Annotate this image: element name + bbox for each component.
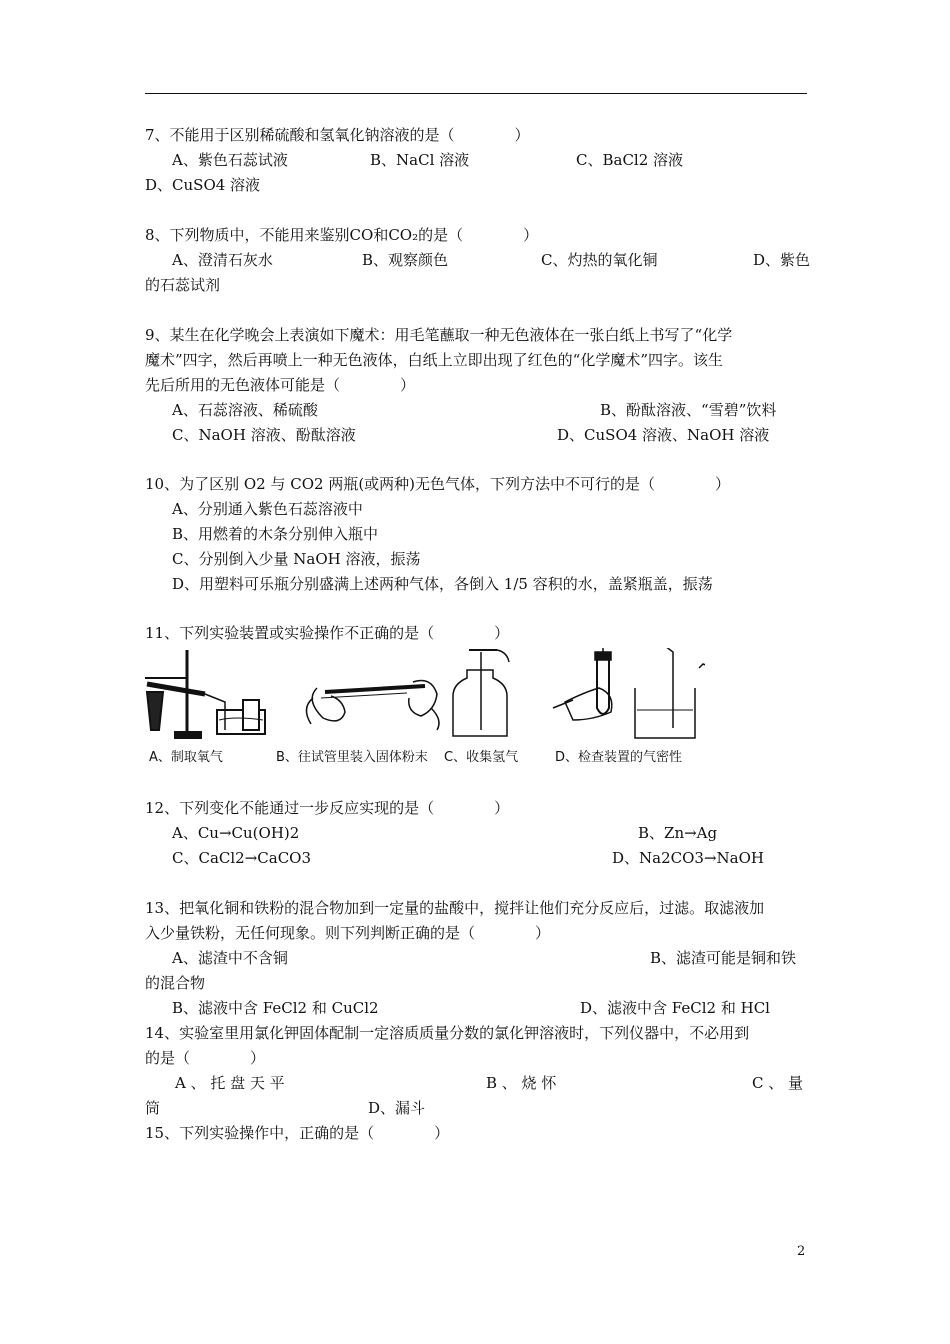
q8-option-a: A、澄清石灰水 bbox=[172, 251, 273, 269]
header-rule bbox=[145, 93, 807, 94]
q14-option-d: D、漏斗 bbox=[368, 1099, 426, 1117]
figure-caption-d: D、检查装置的气密性 bbox=[555, 750, 683, 765]
q12-option-d: D、Na2CO3→NaOH bbox=[612, 849, 764, 867]
page-number: 2 bbox=[797, 1244, 806, 1259]
q15-stem: 15、下列实验操作中，正确的是（ ） bbox=[145, 1124, 450, 1142]
apparatus-b-illustration bbox=[306, 681, 439, 731]
q9-option-a: A、石蕊溶液、稀硫酸 bbox=[172, 401, 318, 419]
q7-option-d: D、CuSO4 溶液 bbox=[145, 176, 261, 194]
lab-apparatus-figure bbox=[145, 648, 705, 740]
q13-option-d: D、滤液中含 FeCl2 和 HCl bbox=[580, 999, 770, 1017]
q8-option-b: B、观察颜色 bbox=[362, 251, 449, 269]
q9-option-c: C、NaOH 溶液、酚酞溶液 bbox=[172, 426, 356, 444]
figure-caption-b: B、往试管里装入固体粉末 bbox=[276, 750, 428, 765]
q13-stem-line2: 入少量铁粉，无任何现象。则下列判断正确的是（ ） bbox=[145, 924, 551, 942]
q13-option-a: A、滤渣中不含铜 bbox=[172, 949, 288, 967]
q13-option-b-continued: 的混合物 bbox=[145, 974, 206, 992]
q7-stem: 7、不能用于区别稀硫酸和氢氧化钠溶液的是（ ） bbox=[145, 126, 530, 144]
q13-stem-line1: 13、把氧化铜和铁粉的混合物加到一定量的盐酸中，搅拌让他们充分反应后，过滤。取滤液加 bbox=[145, 899, 765, 917]
q13-option-c: B、滤液中含 FeCl2 和 CuCl2 bbox=[172, 999, 379, 1017]
q9-stem-line1: 9、某生在化学晚会上表演如下魔术：用毛笔蘸取一种无色液体在一张白纸上书写了“化学 bbox=[145, 326, 733, 344]
q14-option-c-continued: 筒 bbox=[145, 1099, 161, 1117]
q7-option-b: B、NaCl 溶液 bbox=[370, 151, 470, 169]
q8-option-d: D、紫色 bbox=[753, 251, 811, 269]
q14-option-a: A 、 托 盘 天 平 bbox=[175, 1074, 285, 1092]
q10-stem: 10、为了区别 O2 与 CO2 两瓶(或两种)无色气体，下列方法中不可行的是（ ） bbox=[145, 475, 731, 493]
q11-stem: 11、下列实验装置或实验操作不正确的是（ ） bbox=[145, 624, 510, 642]
q12-option-a: A、Cu→Cu(OH)2 bbox=[172, 824, 300, 842]
q12-option-b: B、Zn→Ag bbox=[638, 824, 718, 842]
figure-caption-a: A、制取氧气 bbox=[149, 750, 223, 765]
apparatus-c-illustration bbox=[453, 650, 509, 736]
q9-option-d: D、CuSO4 溶液、NaOH 溶液 bbox=[557, 426, 770, 444]
q8-stem: 8、下列物质中，不能用来鉴别CO和CO₂的是（ ） bbox=[145, 226, 539, 244]
q14-option-c: C 、 量 bbox=[752, 1074, 804, 1092]
q9-stem-line2: 魔术”四字，然后再喷上一种无色液体，白纸上立即出现了红色的“化学魔术”四字。该生 bbox=[145, 351, 724, 369]
q13-option-b: B、滤渣可能是铜和铁 bbox=[650, 949, 797, 967]
q10-option-d: D、用塑料可乐瓶分别盛满上述两种气体，各倒入 1/5 容积的水，盖紧瓶盖，振荡 bbox=[172, 575, 713, 593]
q14-option-b: B 、 烧 怀 bbox=[486, 1074, 557, 1092]
q10-option-b: B、用燃着的木条分别伸入瓶中 bbox=[172, 525, 379, 543]
figure-caption-c: C、收集氢气 bbox=[444, 750, 519, 765]
q12-stem: 12、下列变化不能通过一步反应实现的是（ ） bbox=[145, 799, 510, 817]
apparatus-a-illustration bbox=[145, 650, 265, 738]
q8-option-c: C、灼热的氧化铜 bbox=[541, 251, 658, 269]
q10-option-c: C、分别倒入少量 NaOH 溶液，振荡 bbox=[172, 550, 421, 568]
q7-option-c: C、BaCl2 溶液 bbox=[576, 151, 684, 169]
q14-stem-line1: 14、实验室里用氯化钾固体配制一定溶质质量分数的氯化钾溶液时，下列仪器中，不必用到 bbox=[145, 1024, 750, 1042]
q12-option-c: C、CaCl2→CaCO3 bbox=[172, 849, 312, 867]
q14-stem-line2: 的是（ ） bbox=[145, 1049, 266, 1067]
apparatus-d-illustration bbox=[553, 648, 705, 738]
q7-option-a: A、紫色石蕊试液 bbox=[172, 151, 288, 169]
q9-option-b: B、酚酞溶液、“雪碧”饮料 bbox=[600, 401, 777, 419]
q9-stem-line3: 先后所用的无色液体可能是（ ） bbox=[145, 376, 416, 394]
q10-option-a: A、分别通入紫色石蕊溶液中 bbox=[172, 500, 363, 518]
q8-option-d-continued: 的石蕊试剂 bbox=[145, 276, 221, 294]
